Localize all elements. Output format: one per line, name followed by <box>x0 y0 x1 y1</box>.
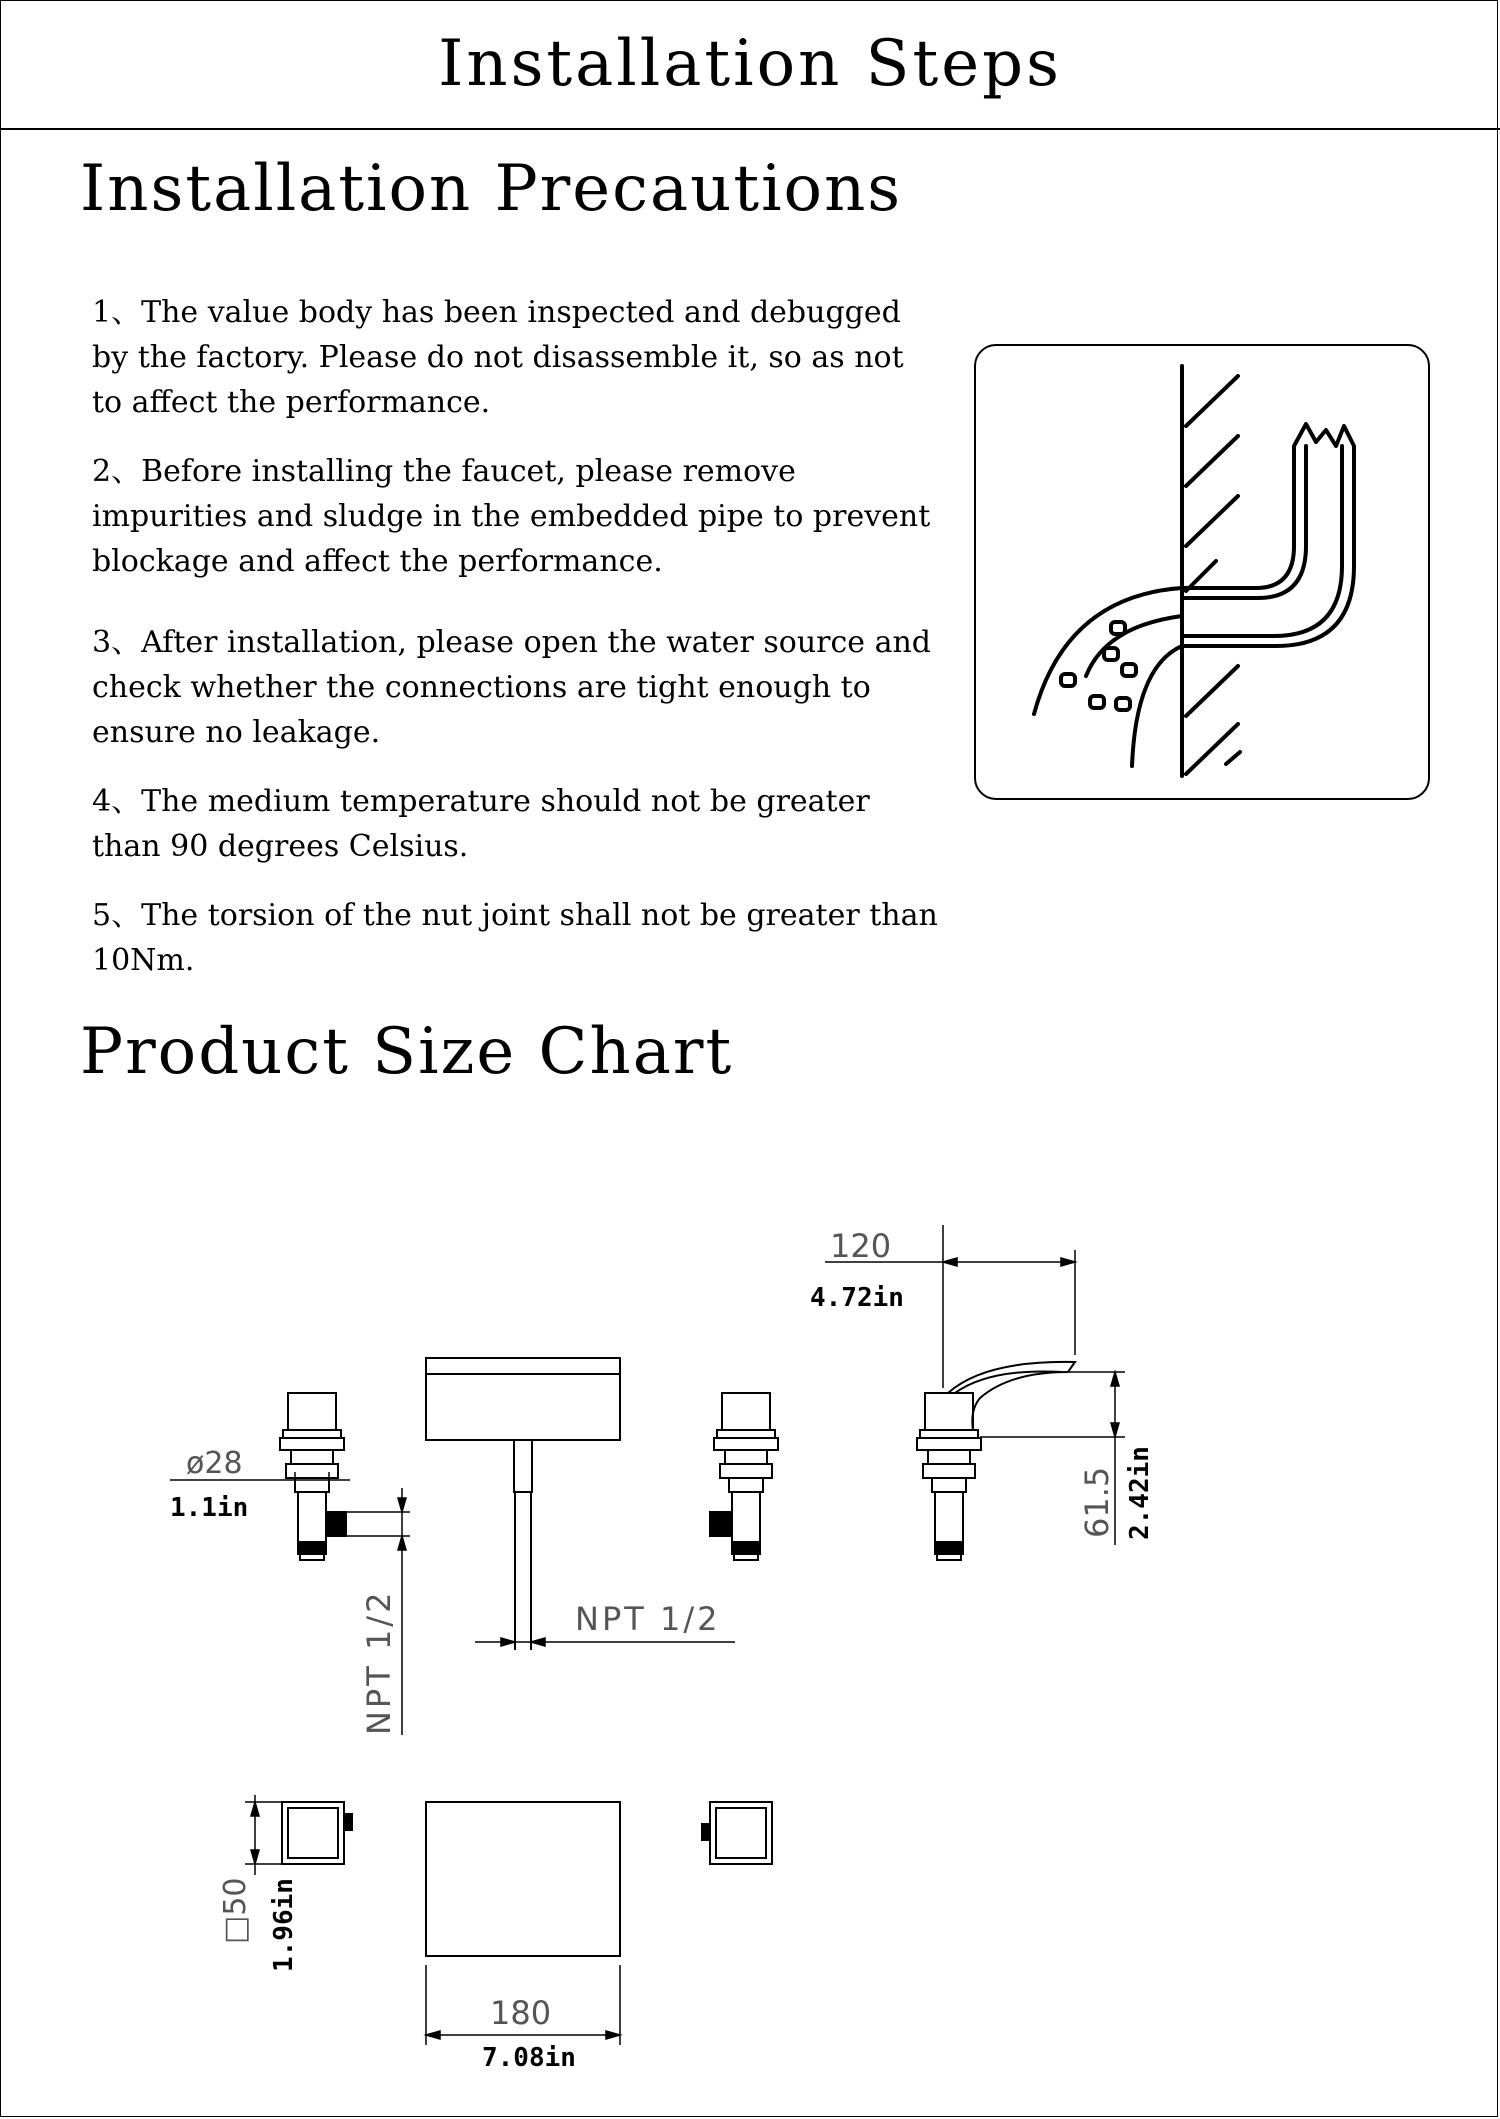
precaution-item-3: 3、After installation, please open the water source and check whether the connections are tight enough to ensure no leakage. <box>92 625 931 750</box>
page-title: Installation Steps <box>438 27 1062 101</box>
dim-spout-width-mm: 120 <box>830 1227 892 1265</box>
dim-square-mm: □50 <box>218 1877 253 1944</box>
spout-top-view <box>426 1802 620 1956</box>
precaution-item-1: 1、The value body has been inspected and debugged by the factory. Please do not disassemble it, so as not to affect the performance. <box>92 295 904 420</box>
right-handle-top-view <box>702 1802 772 1864</box>
precaution-item-4: 4、The medium temperature should not be greater than 90 degrees Celsius. <box>92 784 870 864</box>
dim-spout-height-mm: 61.5 <box>1078 1466 1116 1538</box>
dim-base-width-in: 7.08in <box>482 2043 576 2073</box>
spout-side-view <box>917 1362 1075 1560</box>
dim-npt-vertical: NPT 1/2 <box>360 1589 398 1735</box>
size-chart-title: Product Size Chart <box>80 1015 734 1089</box>
precautions-title: Installation Precautions <box>80 152 903 226</box>
left-handle-side-view <box>280 1393 346 1560</box>
dim-base-width-mm: 180 <box>490 1994 552 2032</box>
left-handle-top-view <box>282 1802 352 1864</box>
dim-handle-diameter-mm: ø28 <box>186 1446 243 1481</box>
right-handle-side-view <box>710 1393 778 1560</box>
dim-npt-horizontal: NPT 1/2 <box>575 1600 721 1638</box>
dim-spout-width-in: 4.72in <box>810 1283 904 1313</box>
dim-square-in: 1.96in <box>269 1878 299 1972</box>
precaution-item-5: 5、The torsion of the nut joint shall not be greater than 10Nm. <box>92 898 938 978</box>
dim-handle-diameter-in: 1.1in <box>170 1493 249 1523</box>
dim-spout-height-in: 2.42in <box>1125 1446 1155 1540</box>
precaution-item-2: 2、Before installing the faucet, please remove impurities and sludge in the embedded pipe to prevent blockage and affect the performance. <box>92 454 931 579</box>
